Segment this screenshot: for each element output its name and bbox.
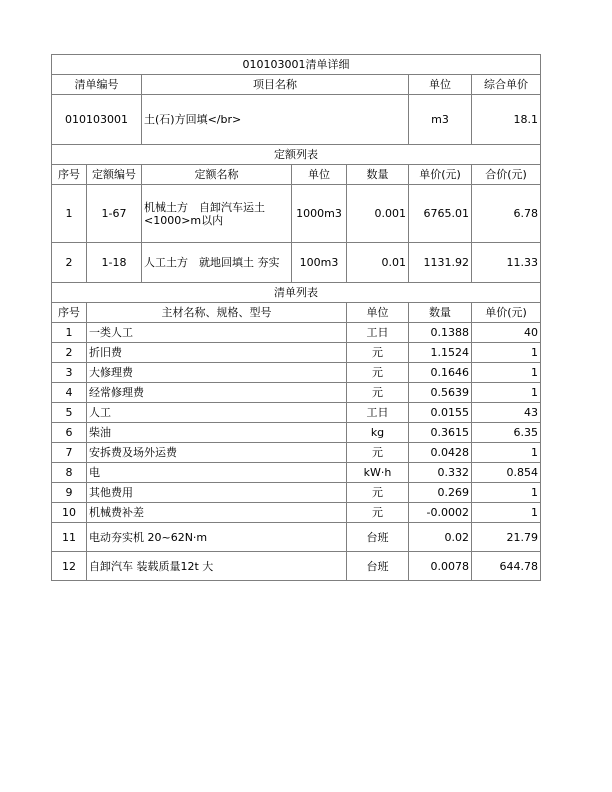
- material-name-header: 主材名称、规格、型号: [87, 303, 347, 323]
- material-name: 电: [87, 463, 347, 483]
- material-name: 机械费补差: [87, 503, 347, 523]
- material-unit-price: 1: [472, 363, 541, 383]
- material-unit: 元: [347, 483, 409, 503]
- material-unit: kg: [347, 423, 409, 443]
- quota-unit-price-header: 单价(元): [409, 165, 472, 185]
- material-row: [52, 423, 541, 443]
- material-row: [52, 503, 541, 523]
- quota-section-row: [52, 145, 541, 165]
- material-no: 8: [52, 463, 87, 483]
- quota-unit: 1000m3: [292, 185, 347, 243]
- material-unit-price: 40: [472, 323, 541, 343]
- material-no: 5: [52, 403, 87, 423]
- material-qty: 0.0155: [409, 403, 472, 423]
- material-qty: 0.0428: [409, 443, 472, 463]
- material-unit-price: 1: [472, 383, 541, 403]
- material-qty: 0.02: [409, 523, 472, 552]
- material-no: 6: [52, 423, 87, 443]
- quota-unit: 100m3: [292, 243, 347, 283]
- quota-section-title: 定额列表: [52, 145, 541, 165]
- material-unit: 台班: [347, 523, 409, 552]
- quota-name: 人工土方 就地回填土 夯实: [142, 243, 292, 283]
- material-unit: 元: [347, 343, 409, 363]
- material-unit-price: 21.79: [472, 523, 541, 552]
- material-unit: 工日: [347, 323, 409, 343]
- material-no: 10: [52, 503, 87, 523]
- material-no: 4: [52, 383, 87, 403]
- material-qty: 0.3615: [409, 423, 472, 443]
- material-header-row: [52, 303, 541, 323]
- bill-row: [52, 95, 541, 145]
- material-name: 电动夯实机 20~62N·m: [87, 523, 347, 552]
- material-name: 自卸汽车 装载质量12t 大: [87, 552, 347, 581]
- material-row: [52, 323, 541, 343]
- material-qty: 1.1524: [409, 343, 472, 363]
- material-no: 7: [52, 443, 87, 463]
- quota-header-row: [52, 165, 541, 185]
- material-unit-price: 1: [472, 343, 541, 363]
- quota-name: 机械土方 自卸汽车运土<1000>m以内: [142, 185, 292, 243]
- material-name: 其他费用: [87, 483, 347, 503]
- material-qty: 0.1388: [409, 323, 472, 343]
- material-no: 3: [52, 363, 87, 383]
- material-unit-price: 644.78: [472, 552, 541, 581]
- material-name: 经常修理费: [87, 383, 347, 403]
- quota-no: 2: [52, 243, 87, 283]
- bill-unit-header: 单位: [409, 75, 472, 95]
- material-no-header: 序号: [52, 303, 87, 323]
- material-no: 2: [52, 343, 87, 363]
- quota-code: 1-67: [87, 185, 142, 243]
- material-name: 安拆费及场外运费: [87, 443, 347, 463]
- material-no: 11: [52, 523, 87, 552]
- quota-total: 11.33: [472, 243, 541, 283]
- bill-price: 18.1: [472, 95, 541, 145]
- material-unit-price: 0.854: [472, 463, 541, 483]
- quota-qty: 0.01: [347, 243, 409, 283]
- material-unit: 台班: [347, 552, 409, 581]
- material-rows: [52, 323, 541, 581]
- material-name: 一类人工: [87, 323, 347, 343]
- quota-code-header: 定额编号: [87, 165, 142, 185]
- material-qty: 0.1646: [409, 363, 472, 383]
- bill-unit: m3: [409, 95, 472, 145]
- quota-name-header: 定额名称: [142, 165, 292, 185]
- material-row: [52, 463, 541, 483]
- bill-price-header: 综合单价: [472, 75, 541, 95]
- quota-row: [52, 243, 541, 283]
- quota-qty-header: 数量: [347, 165, 409, 185]
- bill-detail-table: [51, 54, 541, 581]
- material-section-title: 清单列表: [52, 283, 541, 303]
- material-unit: 工日: [347, 403, 409, 423]
- material-name: 人工: [87, 403, 347, 423]
- material-qty: 0.332: [409, 463, 472, 483]
- bill-code: 010103001: [52, 95, 142, 145]
- quota-unit-price: 1131.92: [409, 243, 472, 283]
- material-unit-header: 单位: [347, 303, 409, 323]
- material-unit-price: 1: [472, 443, 541, 463]
- material-unit: 元: [347, 383, 409, 403]
- material-unit-price: 1: [472, 483, 541, 503]
- material-qty: 0.0078: [409, 552, 472, 581]
- quota-total-header: 合价(元): [472, 165, 541, 185]
- material-row: [52, 523, 541, 552]
- material-qty: 0.5639: [409, 383, 472, 403]
- quota-qty: 0.001: [347, 185, 409, 243]
- material-name: 大修理费: [87, 363, 347, 383]
- bill-header-row: [52, 75, 541, 95]
- material-unit-price: 1: [472, 503, 541, 523]
- quota-code: 1-18: [87, 243, 142, 283]
- material-unit: 元: [347, 363, 409, 383]
- material-row: [52, 483, 541, 503]
- quota-total: 6.78: [472, 185, 541, 243]
- material-name: 柴油: [87, 423, 347, 443]
- material-name: 折旧费: [87, 343, 347, 363]
- material-row: [52, 403, 541, 423]
- bill-name-header: 项目名称: [142, 75, 409, 95]
- material-qty-header: 数量: [409, 303, 472, 323]
- material-unit-price: 43: [472, 403, 541, 423]
- bill-name: 土(石)方回填</br>: [142, 95, 409, 145]
- quota-unit-price: 6765.01: [409, 185, 472, 243]
- material-row: [52, 383, 541, 403]
- material-row: [52, 552, 541, 581]
- material-section-row: [52, 283, 541, 303]
- material-no: 9: [52, 483, 87, 503]
- material-unit: kW·h: [347, 463, 409, 483]
- material-unit: 元: [347, 503, 409, 523]
- material-unit: 元: [347, 443, 409, 463]
- quota-no: 1: [52, 185, 87, 243]
- sheet-title: 010103001清单详细: [52, 55, 541, 75]
- material-no: 1: [52, 323, 87, 343]
- bill-code-header: 清单编号: [52, 75, 142, 95]
- material-unit-price: 6.35: [472, 423, 541, 443]
- material-qty: -0.0002: [409, 503, 472, 523]
- material-row: [52, 443, 541, 463]
- material-row: [52, 343, 541, 363]
- title-row: [52, 55, 541, 75]
- quota-no-header: 序号: [52, 165, 87, 185]
- quota-row: [52, 185, 541, 243]
- material-no: 12: [52, 552, 87, 581]
- quota-unit-header: 单位: [292, 165, 347, 185]
- material-qty: 0.269: [409, 483, 472, 503]
- material-unit-price-header: 单价(元): [472, 303, 541, 323]
- material-row: [52, 363, 541, 383]
